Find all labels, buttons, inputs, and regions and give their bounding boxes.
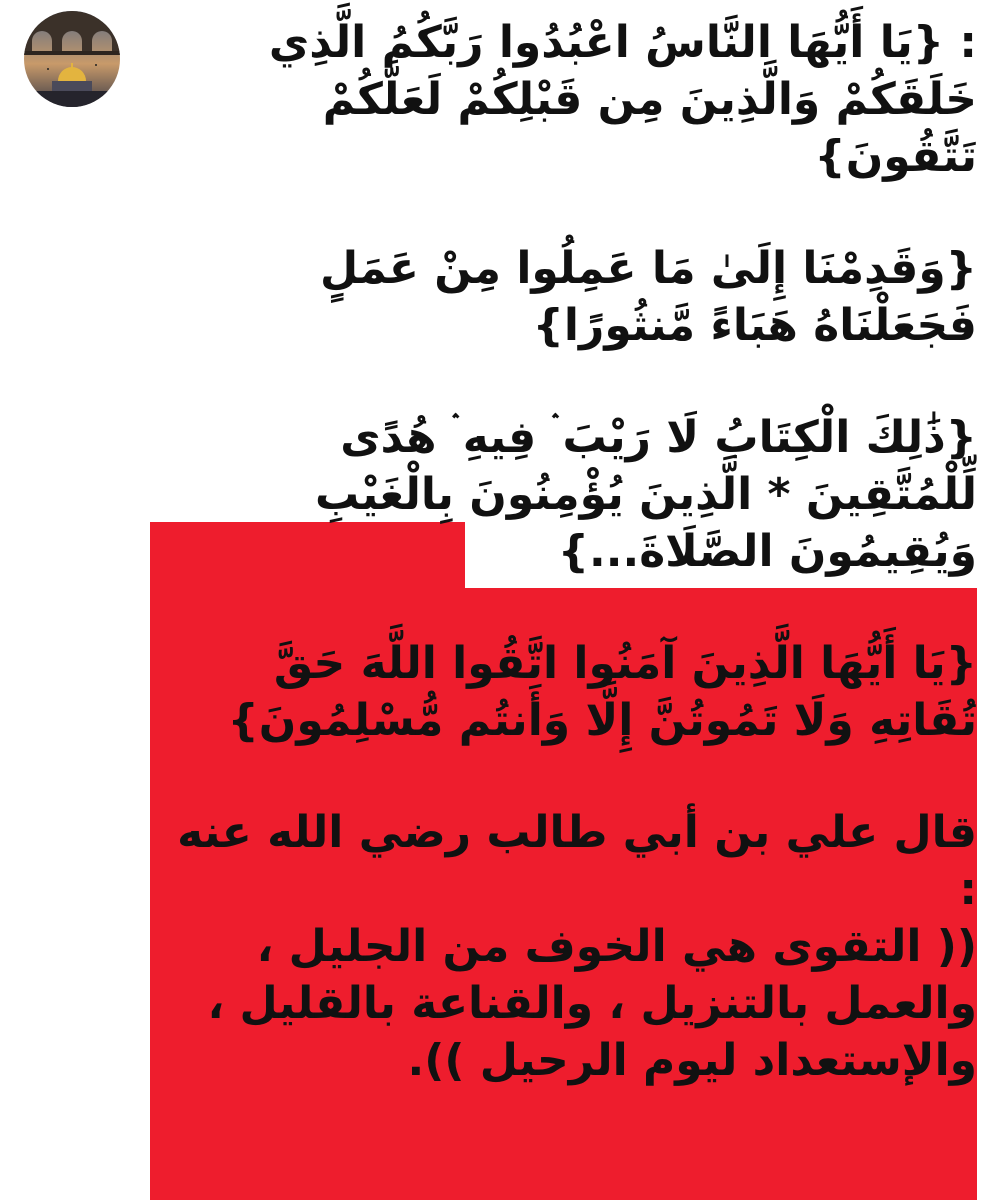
verse-4: {يَا أَيُّهَا الَّذِينَ آمَنُوا اتَّقُوا اللَّهَ حَقَّ تُقَاتِهِ وَلَا تَمُوتُنَّ إِلَّا وَأَنتُم مُّسْلِمُونَ} [227, 638, 977, 746]
al-aqsa-dome-avatar-icon [24, 11, 120, 107]
verse-3: {ذَٰلِكَ الْكِتَابُ لَا رَيْبَ ۛ فِيهِ ۛ هُدًى لِّلْمُتَّقِينَ * الَّذِينَ يُؤْمِنُونَ بِالْغَيْبِ وَيُقِيمُونَ الصَّلَاةَ...} [315, 412, 977, 577]
verse-2: {وَقَدِمْنَا إِلَىٰ مَا عَمِلُوا مِنْ عَمَلٍ فَجَعَلْنَاهُ هَبَاءً مَّنثُورًا} [320, 243, 977, 351]
post-text [157, 14, 977, 1089]
quote-ali: قال علي بن أبي طالب رضي الله عنه : (( التقوى هي الخوف من الجليل ، والعمل بالتنزيل ، والقناعة بالقليل ، والإستعداد ليوم الرحيل )). [177, 807, 977, 1086]
verse-1: : {يَا أَيُّهَا النَّاسُ اعْبُدُوا رَبَّكُمُ الَّذِي خَلَقَكُمْ وَالَّذِينَ مِن قَبْلِكُمْ لَعَلَّكُمْ تَتَّقُونَ} [268, 17, 977, 182]
avatar[interactable] [24, 11, 120, 107]
